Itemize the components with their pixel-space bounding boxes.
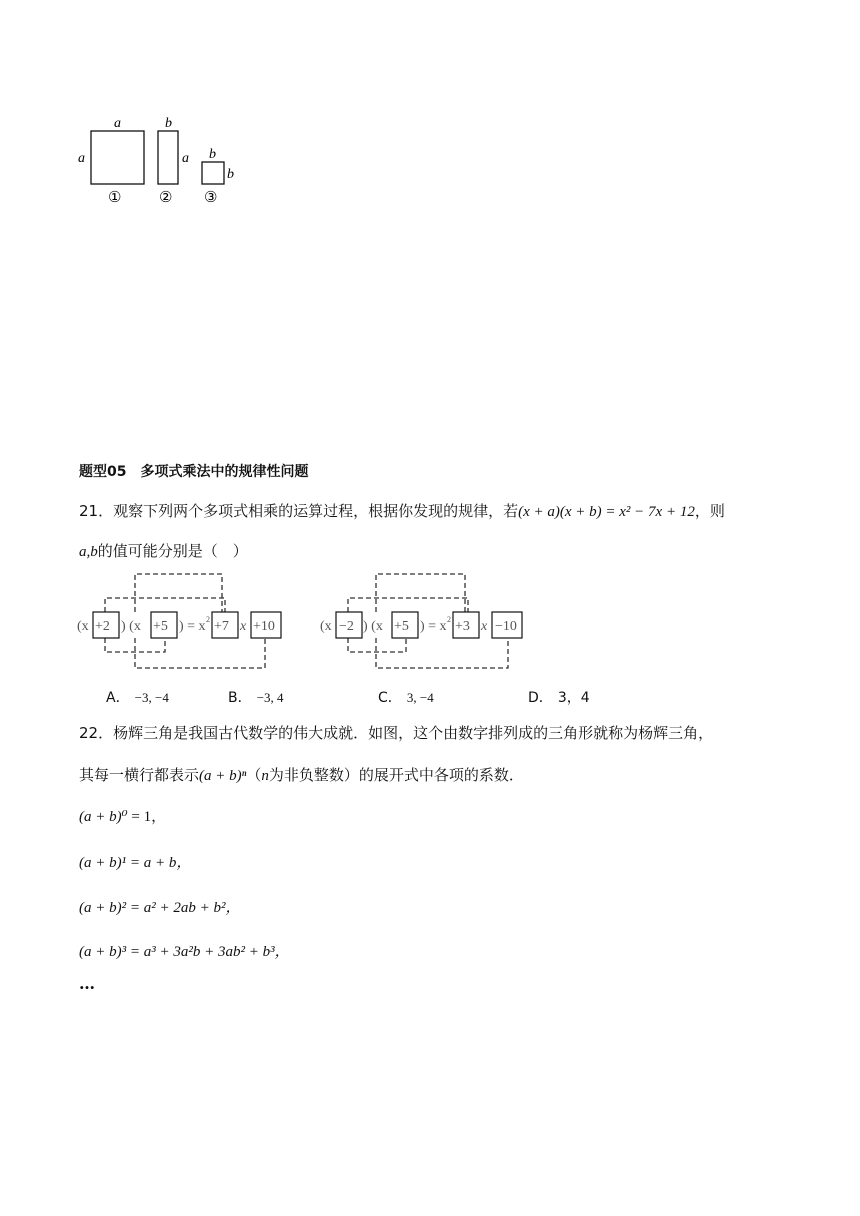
formula-1-lhs: (a + b)¹	[79, 855, 127, 871]
sq3-top-label: b	[209, 147, 216, 162]
label-1: ①	[108, 190, 122, 206]
d2-mid: ) (x	[363, 619, 383, 634]
shapes-figure	[70, 110, 250, 210]
rectangle-2	[158, 131, 178, 184]
q21-equation: (x + a)(x + b) = x² − 7x + 12	[518, 504, 695, 520]
option-d-letter: D．	[528, 690, 553, 706]
formula-3	[79, 940, 290, 961]
d1-box4: +10	[253, 619, 275, 634]
q21-text-b: ，则	[694, 502, 725, 520]
label-3: ③	[204, 190, 218, 206]
option-c[interactable]	[378, 687, 434, 707]
ellipsis: …	[79, 974, 95, 993]
d1-mid: ) (x	[121, 619, 141, 634]
q21-line2	[79, 540, 248, 561]
option-b[interactable]	[228, 687, 284, 707]
option-d-value: 3，4	[557, 690, 590, 706]
d1-sq: 2	[206, 615, 210, 624]
rect2-side-label: a	[182, 151, 189, 166]
formula-0-rhs: = 1，	[131, 809, 167, 825]
d1-box3: +7	[214, 619, 229, 634]
option-d[interactable]	[528, 687, 590, 707]
label-2: ②	[159, 190, 173, 206]
formula-3-lhs: (a + b)³	[79, 944, 127, 960]
sq3-side-label: b	[227, 167, 234, 182]
d2-open: (x	[320, 619, 332, 634]
d2-box2: +5	[394, 619, 409, 634]
rect2-top-label: b	[165, 116, 172, 131]
multiplication-diagram-2	[318, 570, 533, 672]
q22-text-2b: （	[246, 766, 262, 784]
option-a-value: −3, −4	[134, 690, 169, 705]
q22-n: n	[261, 768, 269, 784]
sq1-side-label: a	[78, 151, 85, 166]
q21-number: 21．	[79, 502, 114, 520]
multiplication-diagram-1	[75, 570, 290, 672]
d1-box1: +2	[95, 619, 110, 634]
q22-text-2a: 其每一横行都表示	[79, 766, 200, 784]
formula-0-lhs: (a + b)⁰	[79, 809, 128, 825]
d2-box4: −10	[495, 619, 517, 634]
q22-expr: (a + b)ⁿ	[199, 768, 247, 784]
sq1-top-label: a	[114, 116, 121, 131]
formula-2	[79, 896, 240, 917]
square-1	[91, 131, 144, 184]
q22-number: 22．	[79, 724, 114, 742]
q21-vars: a,b	[79, 544, 98, 560]
d1-eq: ) = x	[179, 619, 206, 634]
formula-2-rhs: = a² + 2ab + b²，	[129, 900, 241, 916]
formula-3-rhs: = a³ + 3a²b + 3ab² + b³，	[129, 944, 290, 960]
d1-box2: +5	[153, 619, 168, 634]
formula-2-lhs: (a + b)²	[79, 900, 127, 916]
option-a[interactable]	[106, 687, 169, 707]
formula-1-rhs: = a + b，	[129, 855, 192, 871]
option-b-value: −3, 4	[256, 690, 284, 705]
formula-1	[79, 851, 191, 872]
d2-x: x	[481, 619, 488, 634]
square-3	[202, 162, 224, 184]
q21-line1	[79, 500, 725, 521]
q21-line2-text: 的值可能分别是（ ）	[97, 542, 248, 560]
d2-sq: 2	[447, 615, 451, 624]
option-c-letter: C．	[378, 690, 402, 706]
q22-line1	[79, 722, 713, 743]
option-b-letter: B．	[228, 690, 252, 706]
d2-eq: ) = x	[420, 619, 447, 634]
section-title: 题型05 多项式乘法中的规律性问题	[79, 464, 309, 480]
d2-box3: +3	[455, 619, 470, 634]
d1-open: (x	[77, 619, 89, 634]
option-a-letter: A．	[106, 690, 130, 706]
option-c-value: 3, −4	[406, 690, 434, 705]
q21-text-a: 观察下列两个多项式相乘的运算过程，根据你发现的规律，若	[113, 502, 519, 520]
formula-0	[79, 805, 166, 826]
d2-box1: −2	[339, 619, 354, 634]
q22-text-1: 杨辉三角是我国古代数学的伟大成就．如图，这个由数字排列成的三角形就称为杨辉三角，	[113, 724, 714, 742]
q22-line2	[79, 764, 524, 785]
d1-x: x	[240, 619, 247, 634]
q22-text-2c: 为非负整数）的展开式中各项的系数．	[268, 766, 524, 784]
